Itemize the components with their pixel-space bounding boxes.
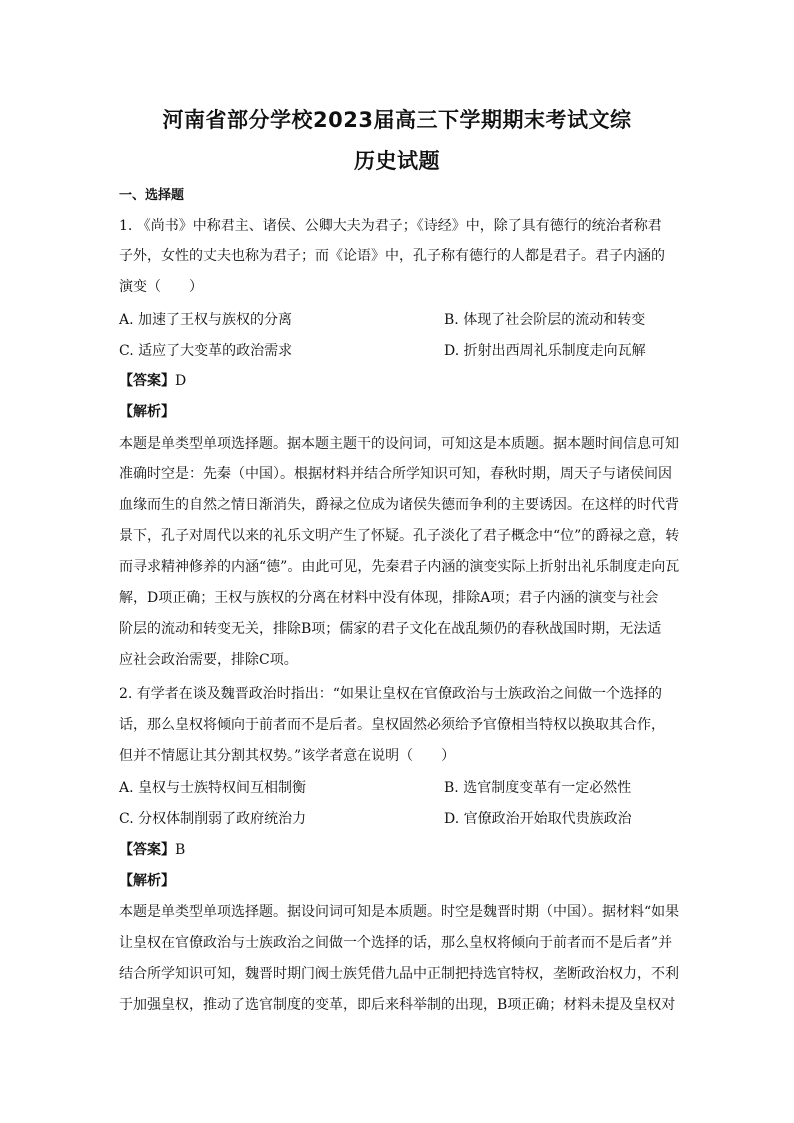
q1-analysis-line: 应社会政治需要，排除C项。 bbox=[119, 652, 298, 668]
q1-option-a: A. 加速了王权与族权的分离 bbox=[119, 312, 293, 328]
document-subtitle: 历史试题 bbox=[354, 149, 440, 173]
q1-option-b: B. 体现了社会阶层的流动和转变 bbox=[444, 312, 646, 328]
q2-stem-line: 但并不情愿让其分割其权势。”该学者意在说明（ ） bbox=[119, 748, 456, 764]
q1-analysis-line: 本题是单类型单项选择题。据本题主题干的设问词，可知这是本质题。据本题时间信息可知 bbox=[119, 436, 679, 452]
q1-option-c: C. 适应了大变革的政治需求 bbox=[119, 343, 293, 359]
q2-stem-line: 2. 有学者在谈及魏晋政治时指出：“如果让皇权在官僚政治与士族政治之间做一个选择的 bbox=[119, 686, 662, 702]
q1-stem-line: 1. 《尚书》中称君主、诸侯、公卿大夫为君子；《诗经》中，除了具有德行的统治者称君 bbox=[119, 218, 662, 234]
q2-option-c: C. 分权体制削弱了政府统治力 bbox=[119, 811, 307, 827]
q1-analysis-line: 解，D项正确；王权与族权的分离在材料中没有体现，排除A项；君子内涵的演变与社会 bbox=[119, 590, 659, 606]
analysis-tag: 【解析】 bbox=[119, 404, 175, 420]
q1-analysis-line: 而寻求精神修养的内涵“德”。由此可见，先秦君子内涵的演变实际上折射出礼乐制度走向瓦 bbox=[119, 559, 680, 575]
q2-stem-line: 话，那么皇权将倾向于前者而不是后者。皇权固然必须给予官僚相当特权以换取其合作， bbox=[119, 717, 665, 733]
answer-tag: 【答案】 bbox=[119, 842, 175, 858]
analysis-tag: 【解析】 bbox=[119, 873, 175, 889]
document-title: 河南省部分学校2023届高三下学期期末考试文综 bbox=[162, 108, 632, 132]
q1-stem-line: 演变（ ） bbox=[119, 279, 203, 295]
q1-analysis-line: 阶层的流动和转变无关，排除B项；儒家的君子文化在战乱频仍的春秋战国时期，无法适 bbox=[119, 621, 662, 637]
q2-option-b: B. 选官制度变革有一定必然性 bbox=[444, 780, 632, 796]
q2-analysis-line: 让皇权在官僚政治与士族政治之间做一个选择的话，那么皇权将倾向于前者而不是后者”并 bbox=[119, 935, 673, 951]
q1-option-d: D. 折射出西周礼乐制度走向瓦解 bbox=[444, 343, 646, 359]
q2-answer bbox=[119, 840, 679, 860]
q2-analysis-line: 结合所学知识可知，魏晋时期门阀士族凭借九品中正制把持选官特权，垄断政治权力，不利 bbox=[119, 966, 679, 982]
q1-stem-line: 子外，女性的丈夫也称为君子；而《论语》中，孔子称有德行的人都是君子。君子内涵的 bbox=[119, 248, 665, 264]
q1-analysis-line: 血缘而生的自然之情日渐消失，爵禄之位成为诸侯失德而争利的主要诱因。在这样的时代背 bbox=[119, 497, 679, 513]
q2-option-a: A. 皇权与士族特权间互相制衡 bbox=[119, 780, 307, 796]
q1-analysis-line: 准确时空是：先秦（中国）。根据材料并结合所学知识可知，春秋时期，周天子与诸侯间因 bbox=[119, 466, 672, 482]
q1-analysis-line: 景下，孔子对周代以来的礼乐文明产生了怀疑。孔子淡化了君子概念中“位”的爵禄之意，转 bbox=[119, 528, 680, 544]
q1-answer bbox=[119, 371, 679, 391]
answer-value: D bbox=[175, 373, 187, 389]
q2-analysis-line: 本题是单类型单项选择题。据设问词可知是本质题。时空是魏晋时期（中国）。据材料“如果 bbox=[119, 904, 680, 920]
q2-analysis-line: 于加强皇权，推动了选官制度的变革，即后来科举制的出现，B项正确；材料未提及皇权对 bbox=[119, 997, 676, 1013]
q1-analysis-tag bbox=[119, 402, 679, 422]
answer-value: B bbox=[175, 842, 186, 858]
q2-analysis-tag bbox=[119, 871, 679, 891]
q2-option-d: D. 官僚政治开始取代贵族政治 bbox=[444, 811, 632, 827]
answer-tag: 【答案】 bbox=[119, 373, 175, 389]
section-heading: 一、选择题 bbox=[119, 188, 185, 203]
